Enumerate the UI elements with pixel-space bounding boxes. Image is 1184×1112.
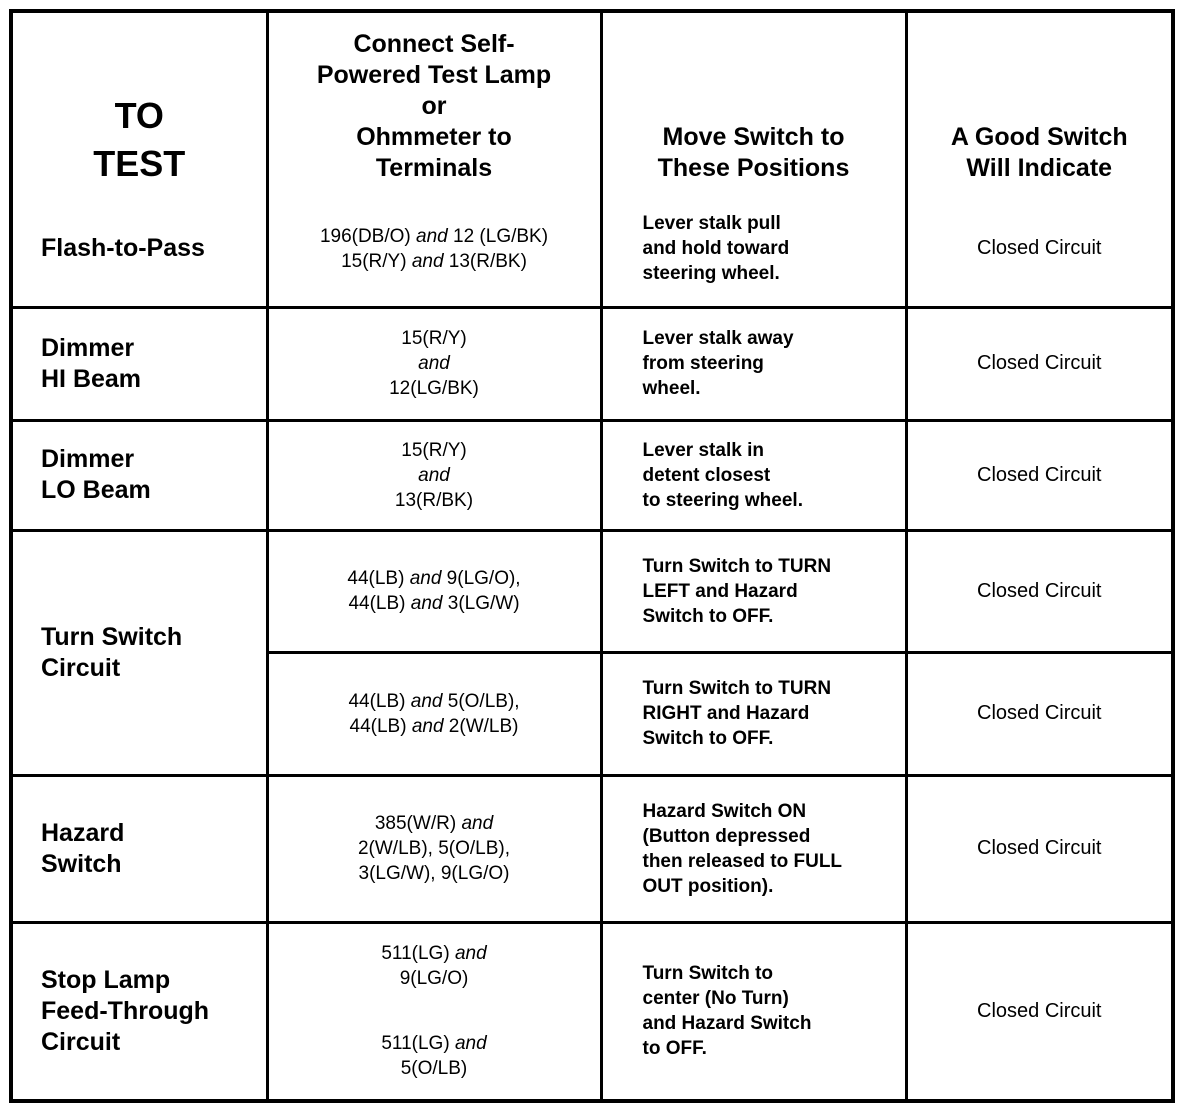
switch-position-cell [601, 922, 906, 1099]
switch-position-cell [601, 420, 906, 530]
switch-position-cell [601, 775, 906, 922]
indication-cell [906, 530, 1171, 652]
terminal-line [269, 488, 600, 513]
position-line: Lever stalk away [642, 328, 794, 349]
header-to-test [13, 13, 267, 192]
header-text: or [421, 92, 447, 120]
header-text: TEST [93, 143, 186, 184]
test-name-line: Stop Lamp [41, 965, 171, 994]
conjunction-text: and [454, 1033, 487, 1055]
test-name-line: HI Beam [41, 364, 142, 393]
position-line: steering wheel. [642, 263, 780, 285]
terminal-text: 5(O/LB), [442, 690, 520, 712]
indication-text: Closed Circuit [977, 702, 1102, 724]
terminal-text: 3(LG/W), 9(LG/O) [358, 863, 510, 884]
switch-position-cell [601, 652, 906, 775]
test-name-line: Hazard [41, 818, 125, 847]
position-line: Turn Switch to TURN [642, 678, 832, 699]
header-text: Will Indicate [966, 154, 1113, 182]
terminal-text: 44(LB) [349, 715, 412, 737]
terminals-cell [267, 652, 601, 775]
indication-text: Closed Circuit [977, 999, 1102, 1022]
position-line: (Button depressed [642, 825, 811, 847]
conjunction-text: and [416, 225, 448, 247]
test-name-cell [13, 192, 267, 307]
conjunction-text: and [454, 943, 487, 965]
terminal-text: 511(LG) [381, 1033, 455, 1055]
test-name-line: Flash-to-Pass [41, 234, 205, 263]
position-line: and Hazard Switch [642, 1013, 812, 1035]
terminal-line [269, 689, 600, 714]
terminal-text: 385(W/R) [374, 813, 462, 834]
conjunction-text: and [410, 593, 443, 614]
terminals-cell [267, 420, 601, 530]
terminal-text: 15(R/Y) [401, 328, 467, 349]
terminal-line [269, 714, 600, 739]
header-move-switch [601, 13, 906, 192]
position-line: Hazard Switch ON [642, 800, 807, 822]
indication-cell [906, 307, 1171, 420]
terminal-text: 3(LG/W) [442, 593, 520, 614]
terminals-cell [267, 530, 601, 652]
conjunction-text: and [411, 715, 444, 737]
test-name-cell [13, 922, 267, 1099]
table-body [13, 192, 1171, 1099]
switch-test-chart [9, 9, 1175, 1103]
test-name-line: Switch [41, 849, 122, 878]
terminal-text: 9(LG/O), [441, 568, 521, 589]
header-text: These Positions [657, 154, 850, 182]
test-name-cell [13, 775, 267, 922]
terminal-line [269, 1056, 600, 1081]
terminal-line [269, 811, 600, 836]
position-line: to steering wheel. [642, 489, 803, 511]
terminal-line [269, 566, 600, 591]
table-row [13, 922, 1171, 1099]
position-line: Turn Switch to [642, 963, 774, 985]
terminal-line [269, 351, 600, 376]
test-name-line: Feed-Through [41, 996, 210, 1025]
terminals-cell [267, 192, 601, 307]
terminals-cell [267, 775, 601, 922]
indication-text: Closed Circuit [977, 237, 1102, 260]
position-line: RIGHT and Hazard [642, 703, 810, 724]
test-name-cell [13, 530, 267, 775]
test-name-line: Dimmer [41, 445, 135, 473]
indication-text: Closed Circuit [977, 837, 1102, 859]
position-line: to OFF. [642, 1038, 707, 1060]
terminal-text: 196(DB/O) [319, 225, 417, 247]
terminal-line [269, 326, 600, 351]
terminals-cell [267, 922, 601, 1099]
table-row [13, 530, 1171, 652]
indication-cell [906, 652, 1171, 775]
terminal-text: 44(LB) [348, 593, 411, 614]
table-row [13, 775, 1171, 922]
terminal-text: 15(R/Y) [341, 250, 412, 272]
conjunction-text: and [411, 250, 444, 272]
conjunction-text: and [409, 568, 442, 589]
indication-text: Closed Circuit [977, 579, 1102, 602]
header-row [13, 13, 1171, 192]
position-line: from steering [642, 353, 764, 374]
indication-cell [906, 192, 1171, 307]
position-line: and hold toward [642, 238, 790, 260]
header-text: A Good Switch [950, 123, 1128, 151]
terminal-line [269, 438, 600, 463]
terminal-text: 13(R/BK) [443, 250, 527, 272]
table-row [13, 420, 1171, 530]
terminal-line [269, 463, 600, 488]
header-text: Connect Self- [353, 30, 515, 58]
terminal-text: 44(LB) [348, 690, 411, 712]
terminal-text: 5(O/LB) [400, 1058, 468, 1080]
switch-position-cell [601, 307, 906, 420]
conjunction-text: and [418, 464, 450, 486]
terminal-line [269, 941, 600, 966]
test-name-line: Circuit [41, 653, 121, 682]
header-text: Powered Test Lamp [316, 61, 552, 89]
terminal-line [269, 376, 600, 401]
test-name-line: Turn Switch [41, 622, 183, 651]
header-text: Terminals [375, 154, 493, 182]
terminal-text: 9(LG/O) [399, 968, 469, 990]
table-row [13, 192, 1171, 307]
terminal-text: 12 (LG/BK) [447, 225, 549, 247]
position-line: center (No Turn) [642, 988, 789, 1010]
terminal-text: 13(R/BK) [394, 489, 474, 511]
switch-test-table [13, 13, 1171, 1099]
terminal-text: 2(W/LB) [443, 715, 519, 737]
position-line: Turn Switch to TURN [642, 555, 832, 577]
test-name-line: Dimmer [41, 333, 135, 362]
indication-text: Closed Circuit [977, 352, 1102, 374]
header-text: Move Switch to [662, 123, 845, 151]
terminal-text: 12(LG/BK) [389, 378, 479, 399]
header-good-switch [906, 13, 1171, 192]
table-row [13, 307, 1171, 420]
test-name-line: LO Beam [41, 476, 151, 504]
terminal-line [269, 1031, 600, 1056]
terminal-line [269, 861, 600, 886]
position-line: Lever stalk pull [642, 213, 781, 235]
position-line: Lever stalk in [642, 439, 764, 461]
header-connect-terminals [267, 13, 601, 192]
position-line: wheel. [642, 378, 701, 399]
test-name-cell [13, 420, 267, 530]
position-line: LEFT and Hazard [642, 580, 798, 602]
terminal-text: 44(LB) [347, 568, 410, 589]
indication-cell [906, 922, 1171, 1099]
terminal-line [269, 249, 600, 274]
conjunction-text: and [410, 690, 443, 712]
conjunction-text: and [418, 353, 450, 374]
indication-cell [906, 420, 1171, 530]
terminal-line [269, 591, 600, 616]
position-line: Switch to OFF. [642, 605, 774, 627]
position-line: then released to FULL [642, 850, 843, 872]
switch-position-cell [601, 192, 906, 307]
terminal-line [269, 836, 600, 861]
terminals-cell [267, 307, 601, 420]
position-line: detent closest [642, 464, 771, 486]
switch-position-cell [601, 530, 906, 652]
header-text: TO [114, 95, 164, 136]
conjunction-text: and [461, 813, 494, 834]
indication-text: Closed Circuit [977, 463, 1102, 486]
terminal-text: 15(R/Y) [401, 439, 467, 461]
spacer [269, 991, 600, 1031]
position-line: OUT position). [642, 875, 774, 897]
terminal-text: 511(LG) [381, 943, 455, 965]
header-text: Ohmmeter to [356, 123, 512, 151]
position-line: Switch to OFF. [642, 728, 774, 749]
indication-cell [906, 775, 1171, 922]
test-name-cell [13, 307, 267, 420]
terminal-text: 2(W/LB), 5(O/LB), [357, 838, 511, 859]
terminal-line [269, 224, 600, 249]
terminal-line [269, 966, 600, 991]
test-name-line: Circuit [41, 1027, 121, 1056]
